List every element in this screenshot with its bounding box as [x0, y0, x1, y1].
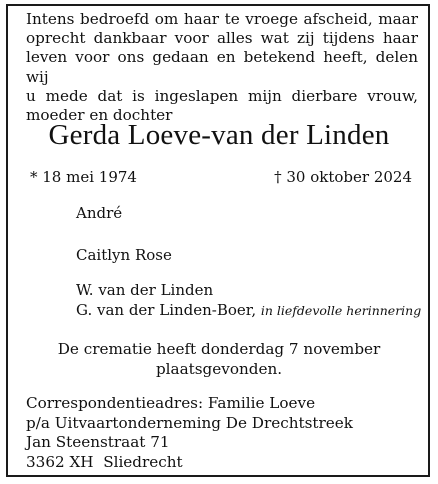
- address-line: Correspondentieadres: Familie Loeve: [26, 394, 316, 412]
- birth-date: * 18 mei 1974: [30, 168, 137, 186]
- remembrance-note: in liefdevolle herinnering: [260, 303, 422, 318]
- intro-line: moeder en dochter: [26, 106, 173, 125]
- parent-name: G. van der Linden-Boer,: [76, 301, 257, 319]
- parent-name: W. van der Linden: [76, 281, 214, 299]
- address-line: 3362 XH Sliedrecht: [26, 452, 183, 471]
- parent-entry: [76, 300, 421, 321]
- correspondence-address: [26, 394, 353, 472]
- death-date: † 30 oktober 2024: [274, 168, 412, 186]
- address-line: Jan Steenstraat 71: [26, 433, 170, 451]
- intro-line: oprecht dankbaar voor alles wat zij tijdens haar: [26, 29, 418, 48]
- deceased-name: Gerda Loeve-van der Linden: [48, 119, 390, 151]
- cremation-line: De crematie heeft donderdag 7 november: [57, 340, 381, 358]
- child-name: Caitlyn Rose: [76, 246, 172, 264]
- cremation-notice: [0, 339, 438, 379]
- cremation-line: plaatsgevonden.: [155, 360, 283, 378]
- intro-line: Intens bedroefd om haar te vroege afscheid, maar: [26, 10, 418, 28]
- announcement-text: [26, 10, 418, 125]
- intro-line: u mede dat is ingeslapen mijn dierbare vrouw,: [26, 86, 418, 105]
- intro-line: leven voor ons gedaan en betekend heeft, delen wij: [26, 48, 418, 86]
- address-line: p/a Uitvaartonderneming De Drechtstreek: [26, 413, 353, 432]
- spouse-name: André: [76, 204, 123, 222]
